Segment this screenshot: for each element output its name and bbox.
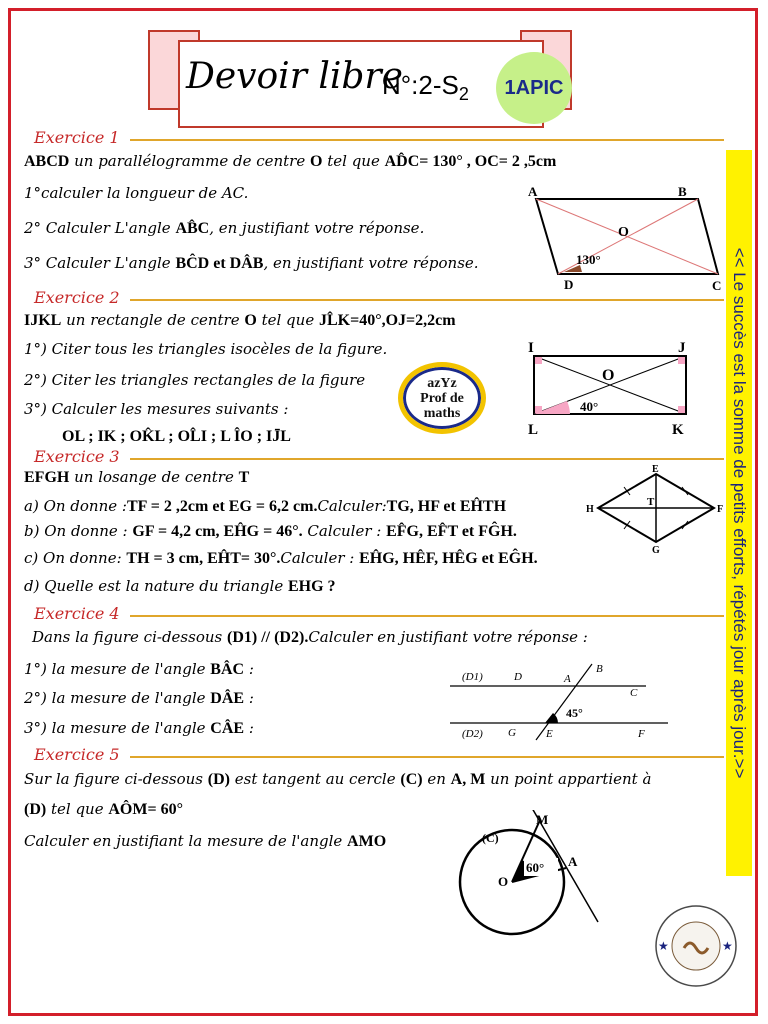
point-m-label: M [536, 812, 549, 827]
center-o-label: O [618, 225, 629, 240]
exercise-5-line1 [24, 770, 651, 789]
tick-he [624, 487, 630, 495]
exercise-4-q1 [24, 660, 254, 679]
angle-45-label: 45° [566, 706, 583, 720]
point-e-label: E [546, 728, 553, 740]
ex3-qb-text: b) On donne : [24, 522, 133, 540]
point-g-label: G [508, 727, 516, 739]
ex5-l1-line: (D) [207, 771, 230, 788]
ex1-q2-post: , en justifiant votre réponse. [209, 219, 425, 237]
exercise-1-rule [130, 139, 724, 141]
page-title: Devoir libre [186, 56, 403, 97]
vertex-c-label: C [712, 278, 722, 293]
ex3-intro-figure: EFGH [24, 469, 70, 486]
line-d2-label: (D2) [462, 728, 483, 740]
rhombus-figure [584, 462, 732, 556]
vertex-k-label: K [672, 422, 684, 438]
ex5-l2-mid: tel que [46, 800, 109, 818]
ex3-qa-given: TF = 2 ,2cm et EG = 6,2 cm. [126, 498, 318, 515]
motto-text: << Le succès est la somme de petits efforts, répétés jour après jour.>> [730, 247, 749, 779]
ex3-qa-targets: TG, HF et EĤTH [386, 498, 507, 515]
exercise-4-q3 [24, 719, 254, 738]
prof-logo [398, 362, 486, 434]
ex5-l1-mid: est tangent au cercle [229, 770, 401, 788]
point-b-label: B [596, 663, 603, 675]
exercise-3-qa [24, 497, 506, 516]
exercise-4-heading: Exercice 4 [34, 604, 120, 623]
angle-40-label: 40° [580, 399, 599, 414]
ex1-intro-center: O [310, 153, 323, 170]
ex3-qa-calc: Calculer: [317, 497, 387, 515]
exercise-5-heading: Exercice 5 [34, 745, 120, 764]
assignment-number-sub: 2 [458, 84, 469, 105]
angle-130-label: 130° [576, 252, 601, 267]
ex3-qa-text: a) On donne : [24, 497, 127, 515]
exercise-2-list: OL ; IK ; OK̂L ; OL̂I ; L ÎO ; IJ̄L [62, 428, 291, 445]
ex4-q1-angle: BÂC [210, 661, 245, 678]
exercise-4-rule [130, 615, 724, 617]
ex1-q3-text: 3° Calculer L'angle [24, 254, 176, 272]
vertex-b-label: B [678, 184, 687, 199]
ex1-q2-text: 2° Calculer L'angle [24, 219, 176, 237]
ex4-q3-colon: : [248, 719, 254, 737]
vertex-j-label: J [678, 340, 686, 356]
ex3-qd-triangle: EHG ? [287, 578, 336, 595]
ex2-intro-figure: IJKL [24, 312, 62, 329]
ex4-q2-text: 2°) la mesure de l'angle [24, 689, 211, 707]
point-c-label: C [630, 687, 638, 699]
vertex-i-label: I [528, 340, 534, 356]
ex3-qc-text: c) On donne: [24, 549, 127, 567]
ex1-q3-angles: BĈD et DÂB [175, 255, 264, 272]
vertex-e-label: E [652, 464, 659, 475]
point-f-label: F [638, 728, 645, 740]
ex3-intro-center: T [238, 469, 250, 486]
ex4-q1-colon: : [248, 660, 254, 678]
exercise-3-rule [130, 458, 724, 460]
ex3-qd-text: d) Quelle est la nature du triangle [24, 577, 288, 595]
ex4-intro-text: Dans la figure ci-dessous [32, 628, 227, 646]
exercise-5-rule [130, 756, 724, 758]
ex2-intro-text2: tel que [256, 311, 319, 329]
vertex-h-label: H [586, 504, 594, 515]
ex2-intro-values: JL̂K=40°,OJ=2,2cm [318, 312, 456, 329]
parallelogram-figure [522, 182, 722, 294]
ex5-l1-text: Sur la figure ci-dessous [24, 770, 208, 788]
logo-line-1: azYz [427, 375, 457, 391]
ex1-intro-text: un parallélogramme de centre [69, 152, 310, 170]
right-angle-k [678, 406, 685, 413]
ex5-l1-circle: (C) [400, 771, 423, 788]
point-a-label: A [568, 854, 578, 869]
ex2-intro-text: un rectangle de centre [61, 311, 245, 329]
exercise-5-line3 [24, 832, 386, 851]
line-d1-label: (D1) [462, 671, 483, 683]
exercise-1-q3 [24, 254, 479, 273]
exercise-3-qc [24, 549, 538, 568]
ex4-q2-colon: : [248, 689, 254, 707]
tick-gf [682, 521, 688, 529]
exercise-3-intro [24, 468, 249, 487]
logo-line-2: Prof de [420, 390, 464, 406]
exercise-3-qb [24, 522, 517, 541]
ex4-q2-angle: DÂE [210, 690, 245, 707]
assignment-number [382, 70, 469, 105]
exercise-1-q1: 1°calculer la longueur de AC. [24, 184, 249, 202]
exercise-3-qd [24, 577, 336, 596]
ex1-intro-values: AD̂C= 130° , OC= 2 ,5cm [384, 153, 557, 170]
level-badge: 1APIC [496, 52, 572, 124]
ex4-intro-post: Calculer en justifiant votre réponse : [308, 628, 588, 646]
point-a-label: A [564, 673, 571, 685]
vertex-g-label: G [652, 545, 660, 556]
point-d-label: D [514, 671, 522, 683]
ex3-qc-calc: Calculer : [280, 549, 360, 567]
exercise-3-heading: Exercice 3 [34, 447, 120, 466]
vertex-f-label: F [717, 504, 724, 515]
circle-c-label: (C) [482, 831, 499, 845]
exercise-1-intro [24, 152, 556, 171]
point-o-label: O [498, 874, 509, 889]
exercise-4-q2 [24, 689, 254, 708]
star-icon-right: ★ [722, 939, 733, 953]
exercise-2-q2: 2°) Citer les triangles rectangles de la figure [24, 371, 366, 389]
exercise-2-q3: 3°) Calculer les mesures suivants : [24, 400, 289, 418]
parallel-lines-figure [446, 660, 676, 746]
exercise-2-intro [24, 311, 456, 330]
ex1-intro-text2: tel que [322, 152, 385, 170]
ex3-qc-targets: EĤG, HÊF, HÊG et EĜH. [359, 550, 538, 567]
logo-line-3: maths [423, 405, 461, 421]
vertex-d-label: D [564, 277, 574, 292]
ex1-q2-angle: AB̂C [175, 220, 210, 237]
angle-45-arc [545, 713, 558, 723]
ex5-l2-angle: AÔM= 60° [108, 801, 183, 818]
ex5-l1-mid2: en [422, 770, 451, 788]
exercise-2-heading: Exercice 2 [34, 288, 120, 307]
tick-hg [624, 521, 630, 529]
exercise-2-q1: 1°) Citer tous les triangles isocèles de la figure. [24, 340, 388, 358]
circle-tangent-figure [450, 810, 610, 940]
exercise-1-q2 [24, 219, 424, 238]
ex4-q1-text: 1°) la mesure de l'angle [24, 660, 211, 678]
vertex-a-label: A [528, 184, 538, 199]
exercise-2-rule [130, 299, 724, 301]
exercise-4-intro [32, 628, 588, 647]
rectangle-figure [520, 334, 700, 446]
tick-ef [682, 487, 688, 495]
angle-60-label: 60° [526, 860, 545, 875]
ex5-l3-text: Calculer en justifiant la mesure de l'angle [24, 832, 348, 850]
right-angle-i [535, 357, 542, 364]
exercise-5-line2 [24, 800, 183, 819]
teacher-seal [654, 904, 738, 988]
ex3-qb-targets: EF̂G, EF̂T et FĜH. [386, 523, 517, 540]
ex4-q3-text: 3°) la mesure de l'angle [24, 719, 211, 737]
ex3-intro-text: un losange de centre [69, 468, 239, 486]
vertex-l-label: L [528, 422, 539, 438]
ex5-l2-line: (D) [24, 801, 47, 818]
ex5-l3-angle: AMO [347, 833, 387, 850]
ex3-qb-given: GF = 4,2 cm, EĤG = 46°. [132, 523, 303, 540]
ex4-intro-parallel: (D1) // (D2). [227, 629, 309, 646]
right-angle-j [678, 357, 685, 364]
ex1-intro-figure: ABCD [24, 153, 70, 170]
ex1-q3-post: , en justifiant votre réponse. [263, 254, 479, 272]
ex3-qb-calc: Calculer : [302, 522, 387, 540]
ex3-qc-given: TH = 3 cm, EĤT= 30°. [126, 550, 281, 567]
star-icon-left: ★ [658, 939, 669, 953]
ex5-l1-post: un point appartient à [485, 770, 652, 788]
center-t-label: T [647, 496, 655, 508]
assignment-number-text: N°:2-S [382, 70, 459, 100]
ex4-q3-angle: CÂE [210, 720, 245, 737]
ex2-intro-center: O [244, 312, 257, 329]
center-o-label: O [602, 367, 615, 384]
exercise-1-heading: Exercice 1 [34, 128, 120, 147]
ex5-l1-points: A, M [450, 771, 486, 788]
